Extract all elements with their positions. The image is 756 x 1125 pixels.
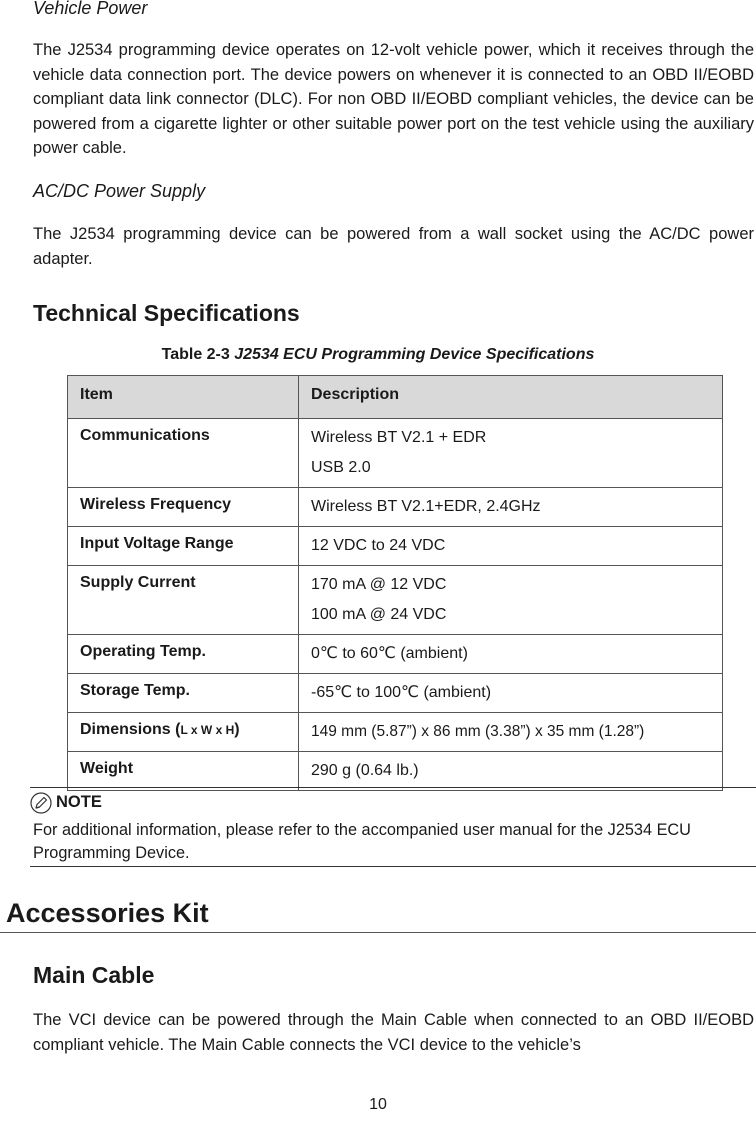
note-bottom-rule xyxy=(30,866,756,867)
row-item-label: Dimensions ( xyxy=(80,721,181,738)
row-item: Storage Temp. xyxy=(68,674,299,713)
row-item: Operating Temp. xyxy=(68,635,299,674)
row-description-line: 12 VDC to 24 VDC xyxy=(311,537,446,554)
row-description-line: 170 mA @ 12 VDC xyxy=(311,576,447,593)
row-description-line: -65℃ to 100℃ (ambient) xyxy=(311,684,492,701)
row-description xyxy=(299,566,723,635)
table-caption-title: J2534 ECU Programming Device Specifications xyxy=(234,346,595,363)
row-description-line: Wireless BT V2.1 + EDR xyxy=(311,429,487,446)
row-item: Input Voltage Range xyxy=(68,527,299,566)
row-item: Supply Current xyxy=(68,566,299,635)
note-label: NOTE xyxy=(56,793,102,811)
row-description-line: Wireless BT V2.1+EDR, 2.4GHz xyxy=(311,498,541,515)
table-row xyxy=(68,713,723,752)
spec-table xyxy=(67,375,723,791)
row-description-line: 0℃ to 60℃ (ambient) xyxy=(311,645,468,662)
row-description xyxy=(299,674,723,713)
main-cable-heading: Main Cable xyxy=(33,962,155,988)
row-item xyxy=(68,713,299,752)
page-number: 10 xyxy=(369,1096,387,1113)
row-description-line: 290 g (0.64 lb.) xyxy=(311,762,419,779)
table-caption-prefix: Table 2-3 xyxy=(161,346,230,363)
table-row xyxy=(68,419,723,488)
row-description xyxy=(299,488,723,527)
tech-spec-heading: Technical Specifications xyxy=(33,300,300,326)
row-description-line: 100 mA @ 24 VDC xyxy=(311,606,447,623)
table-header-row xyxy=(68,376,723,419)
vehicle-power-title: Vehicle Power xyxy=(33,0,148,18)
row-item: Weight xyxy=(68,752,299,791)
row-description xyxy=(299,752,723,791)
accessories-heading: Accessories Kit xyxy=(6,898,209,928)
pencil-icon xyxy=(30,792,52,814)
row-item: Wireless Frequency xyxy=(68,488,299,527)
row-item-close-paren: ) xyxy=(234,721,240,738)
note-top-rule xyxy=(30,787,756,788)
table-row xyxy=(68,527,723,566)
header-description: Description xyxy=(299,376,723,419)
header-item: Item xyxy=(68,376,299,419)
table-row xyxy=(68,566,723,635)
note-text: For additional information, please refer to the accompanied user manual for the J2534 ECU Programming Device. xyxy=(33,821,691,862)
acdc-title: AC/DC Power Supply xyxy=(33,181,206,201)
row-item: Communications xyxy=(68,419,299,488)
row-item-dimension-order: L x W x H xyxy=(180,723,235,737)
table-row xyxy=(68,674,723,713)
main-cable-body: The VCI device can be powered through the Main Cable when connected to an OBD II/EOBD compliant vehicle. The Main Cable connects the VCI device to the vehicle’s xyxy=(33,1011,754,1054)
row-description xyxy=(299,419,723,488)
row-description-line: USB 2.0 xyxy=(311,459,371,476)
table-row xyxy=(68,752,723,791)
row-description xyxy=(299,713,723,752)
row-description xyxy=(299,635,723,674)
table-row xyxy=(68,635,723,674)
accessories-heading-rule xyxy=(0,932,756,933)
vehicle-power-body: The J2534 programming device operates on 12-volt vehicle power, which it receives through the vehicle data connection port. The device powers on whenever it is connected to an OBD II/EOBD compliant data link connector (DLC). For non OBD II/EOBD compliant vehicles, the device can be powered from a cigarette lighter or other suitable power port on the test vehicle using the auxiliary power cable. xyxy=(33,41,754,158)
table-row xyxy=(68,488,723,527)
table-caption xyxy=(0,346,756,364)
row-description xyxy=(299,527,723,566)
acdc-body: The J2534 programming device can be powered from a wall socket using the AC/DC power adapter. xyxy=(33,225,754,268)
row-description-line: 149 mm (5.87”) x 86 mm (3.38”) x 35 mm (1.28”) xyxy=(311,723,645,740)
